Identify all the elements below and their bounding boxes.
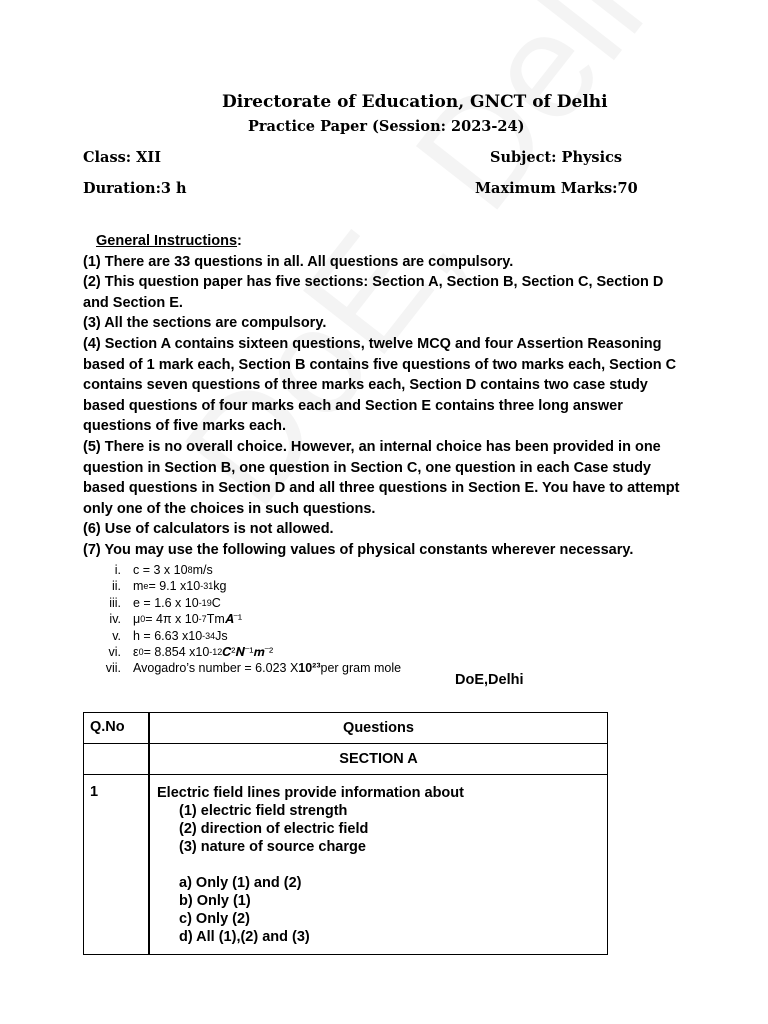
constant-text: Avogadro’s number = 6.023 X	[133, 661, 299, 676]
constant-number: iv.	[109, 612, 121, 627]
constant-unit: kg	[213, 579, 227, 594]
instruction-item: (4) Section A contains sixteen questions, twelve MCQ and four Assertion Reasoning based of 1 mark each, Section B contains five questions of two marks each, Section C contains seven questions of three marks each, Section D contains two case study based questions of four marks each and Section E contains three long answer questions of five marks each.	[83, 335, 677, 435]
constant-sup: -34	[202, 630, 216, 641]
constant-number: iii.	[109, 595, 121, 610]
section-label: SECTION A	[149, 744, 608, 775]
constant-value: = 8.854 x10	[143, 645, 210, 660]
constant-text: h = 6.63 x10	[133, 628, 203, 643]
constant-value: = 9.1 x10	[148, 579, 201, 594]
subject-label: Subject: Physics	[490, 149, 623, 166]
constant-number: vii.	[105, 661, 121, 676]
constant-sup: -19	[198, 597, 212, 608]
constant-number: ii.	[111, 579, 121, 594]
class-label: Class: XII	[83, 149, 161, 166]
instruction-item: (6) Use of calculators is not allowed.	[83, 521, 334, 538]
constant-sup: -7	[198, 614, 207, 625]
question-number: 1	[84, 775, 150, 955]
qno-header: Q.No	[84, 713, 150, 744]
constant-number: i.	[114, 563, 121, 577]
option-item: d) All (1),(2) and (3)	[179, 929, 310, 945]
constant-text: c = 3 x 10	[133, 563, 188, 577]
constant-row	[95, 628, 401, 644]
constant-unit: Js	[215, 628, 228, 643]
empty-cell	[84, 744, 150, 775]
org-title: Directorate of Education, GNCT of Delhi	[222, 92, 608, 112]
constant-sub: 0	[140, 614, 146, 625]
statement-item: (2) direction of electric field	[179, 821, 369, 837]
instruction-item: (2) This question paper has five sections: Section A, Section B, Section C, Section D and Section E.	[83, 274, 664, 311]
constant-row	[95, 611, 401, 627]
constant-sup: 8	[187, 565, 193, 575]
constant-sup: -31	[200, 581, 214, 592]
statement-item: (3) nature of source charge	[179, 839, 366, 855]
paper-title: Practice Paper (Session: 2023-24)	[248, 118, 525, 135]
instruction-item: (1) There are 33 questions in all. All questions are compulsory.	[83, 253, 514, 270]
constant-number: vi.	[108, 645, 121, 660]
constant-number: v.	[112, 628, 121, 643]
options-list	[157, 874, 600, 946]
option-item: a) Only (1) and (2)	[179, 875, 302, 891]
instruction-item: (5) There is no overall choice. However, an internal choice has been provided in one question in Section B, one question in Section C, one question in each Case study based questions in Section D and all three questions in Section E. You have to attempt only one of the choices in such questions.	[83, 438, 680, 517]
constant-text: ε	[133, 645, 139, 660]
statement-item: (1) electric field strength	[179, 803, 348, 819]
constant-value: = 4π x 10	[145, 612, 199, 627]
constant-unit: 𝑪²𝑵⁻¹𝒎⁻²	[222, 645, 274, 660]
question-cell	[149, 775, 608, 955]
constant-text: μ	[133, 612, 141, 627]
constant-row	[95, 595, 401, 611]
constant-row	[95, 578, 401, 594]
question-text: Electric field lines provide information about	[157, 785, 464, 801]
constant-row	[95, 660, 401, 676]
questions-header: Questions	[149, 713, 608, 744]
constant-text: e = 1.6 x 10	[133, 595, 199, 610]
constant-sup: -12	[209, 647, 223, 658]
section-row	[84, 744, 608, 775]
constant-sub: e	[143, 581, 149, 592]
constant-text: m	[133, 579, 144, 594]
instruction-item: (3) All the sections are compulsory.	[83, 315, 327, 332]
instructions-title: General Instructions	[96, 233, 238, 249]
constant-row	[95, 644, 401, 660]
instructions-colon: :	[237, 233, 242, 249]
constant-unit: Tm𝑨⁻¹	[206, 612, 242, 627]
constant-row	[95, 562, 401, 578]
option-item: c) Only (2)	[179, 911, 250, 927]
constants-list	[95, 562, 401, 677]
constant-sub: 0	[138, 647, 144, 658]
table-row	[84, 775, 608, 955]
constant-unit: m/s	[192, 563, 213, 577]
constant-value: 10²³	[298, 661, 321, 676]
general-instructions	[83, 231, 683, 561]
doe-label: DoE,Delhi	[455, 672, 524, 688]
statement-list	[157, 802, 600, 856]
option-item: b) Only (1)	[179, 893, 251, 909]
questions-table	[83, 712, 608, 955]
max-marks-label: Maximum Marks:70	[475, 180, 638, 197]
table-header-row	[84, 713, 608, 744]
constant-unit: per gram mole	[320, 661, 402, 676]
instruction-item: (7) You may use the following values of physical constants wherever necessary.	[83, 541, 634, 558]
constant-unit: C	[211, 595, 221, 610]
duration-label: Duration:3 h	[83, 180, 187, 197]
